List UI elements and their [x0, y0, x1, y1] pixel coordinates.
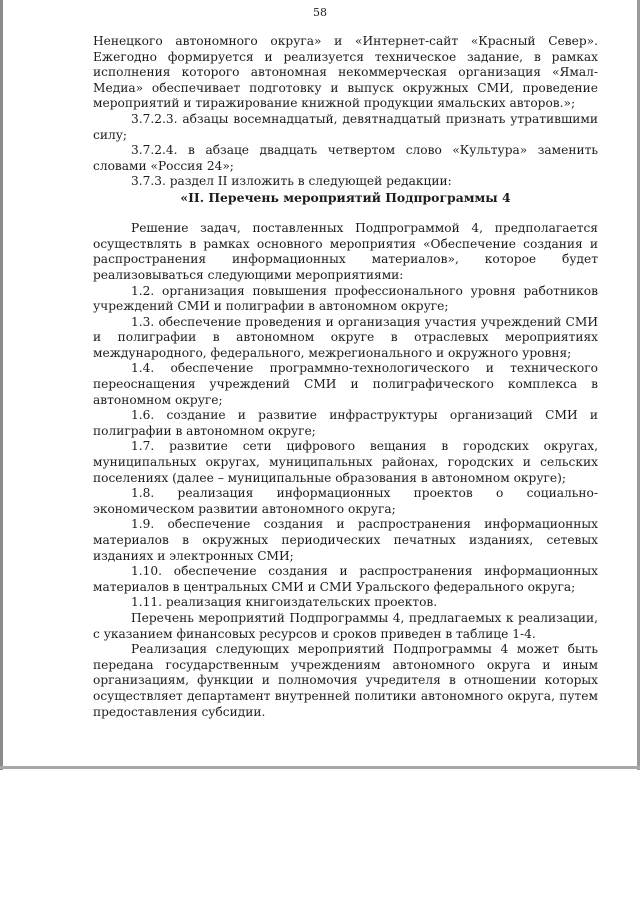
scan-bottom-edge: [0, 766, 640, 769]
amendment-3-7-3: 3.7.3. раздел II изложить в следующей редакции:: [131, 174, 452, 189]
document-body: [93, 34, 598, 720]
measure-1-7: 1.7. развитие сети цифрового вещания в городских округах, муниципальных округах, муниципальных районах, городских и сельских поселениях (далее – муниципальные образования в автономном округе);: [93, 439, 598, 485]
intro-paragraph: Ненецкого автономного округа» и «Интернет-сайт «Красный Север». Ежегодно формируется и реализуется техническое задание, в рамках исполнения которого автономная некоммерческая организация «Ямал-Медиа» обеспечивает подготовку и выпуск окружных СМИ, проведение мероприятий и тиражирование книжной продукции ямальских авторов.»;: [93, 34, 598, 111]
closing-paragraph-table-reference: Перечень мероприятий Подпрограммы 4, предлагаемых к реализации, с указанием финансовых ресурсов и сроков приведен в таблице 1-4.: [93, 610, 598, 641]
measure-1-9: 1.9. обеспечение создания и распространения информационных материалов в окружных периодических печатных изданиях, сетевых изданиях и электронных СМИ;: [93, 517, 598, 563]
measure-1-10: 1.10. обеспечение создания и распространения информационных материалов в центральных СМИ и СМИ Уральского федерального округа;: [93, 564, 598, 594]
amendment-3-7-2-3: 3.7.2.3. абзацы восемнадцатый, девятнадцатый признать утратившими силу;: [93, 111, 598, 142]
closing-paragraph-subsidy: Реализация следующих мероприятий Подпрограммы 4 может быть передана государственным учреждениям автономного округа и иным организациям, функции и полномочия учредителя в отношении которых осуществляет департамент внутренней политики автономного округа, путем предоставления субсидии.: [93, 642, 598, 719]
amendment-3-7-2-4: 3.7.2.4. в абзаце двадцать четвертом слово «Культура» заменить словами «Россия 24»;: [93, 143, 598, 173]
measure-1-4: 1.4. обеспечение программно-технологического и технического переоснащения учреждений СМИ и полиграфического комплекса в автономном округе;: [93, 361, 598, 407]
page-number: 58: [313, 6, 327, 19]
measure-1-3: 1.3. обеспечение проведения и организация участия учреждений СМИ и полиграфии в автономном округе в отраслевых мероприятиях международного, федерального, межрегионального и окружного уровня;: [93, 314, 598, 360]
measure-1-11: 1.11. реализация книгоиздательских проектов.: [131, 595, 438, 610]
measure-1-6: 1.6. создание и развитие инфраструктуры организаций СМИ и полиграфии в автономном округе;: [93, 408, 598, 438]
measure-1-8: 1.8. реализация информационных проектов о социально-экономическом развитии автономного округа;: [93, 486, 598, 516]
scan-edge-left: [0, 0, 3, 770]
lead-paragraph: Решение задач, поставленных Подпрограммой 4, предполагается осуществлять в рамках основного мероприятия «Обеспечение создания и распространения информационных материалов», которое будет реализовываться следующими мероприятиями:: [93, 221, 598, 282]
section-heading: «II. Перечень мероприятий Подпрограммы 4: [180, 189, 511, 205]
measure-1-2: 1.2. организация повышения профессионального уровня работников учреждений СМИ и полиграфии в автономном округе;: [93, 283, 598, 314]
